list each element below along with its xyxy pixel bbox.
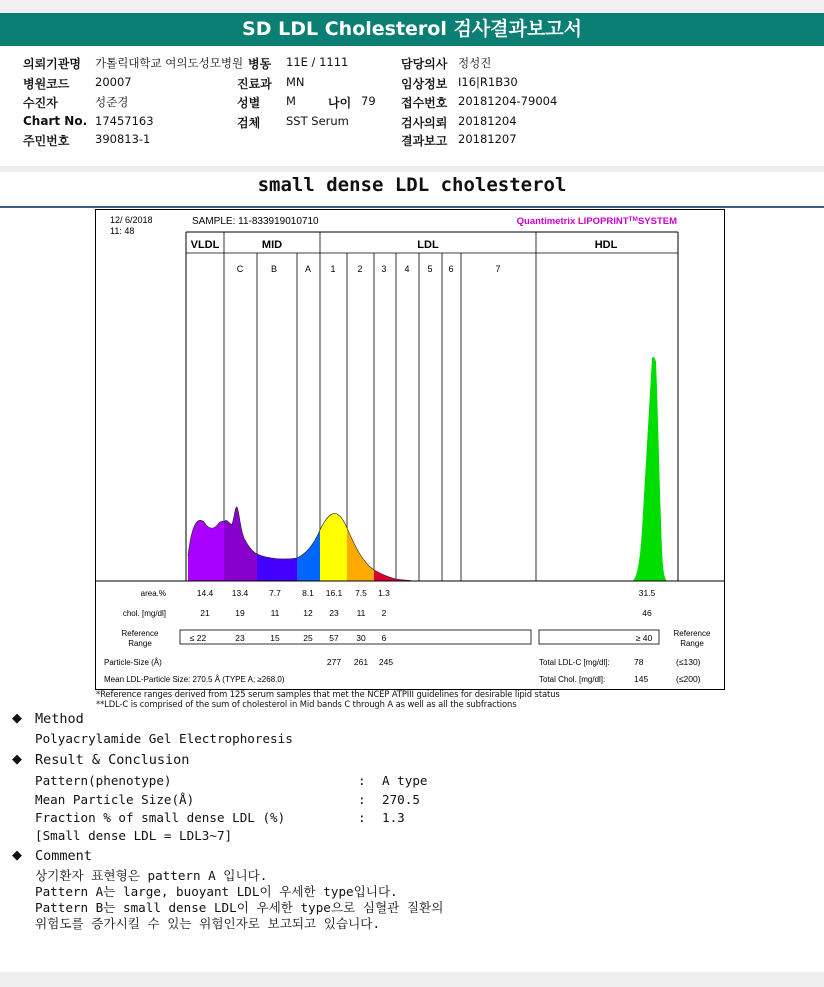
chol-row xyxy=(200,608,652,618)
area-ldl2: 7.5 xyxy=(355,588,367,598)
result-bullet-icon: ◆ xyxy=(12,752,22,767)
band-b: B xyxy=(270,264,278,274)
lipoprint-report xyxy=(95,209,725,690)
report-title: SD LDL Cholesterol 검사결과보고서 xyxy=(0,13,824,46)
value-patient: 성준경 xyxy=(95,95,129,109)
particle-ldl1: 277 xyxy=(326,657,342,667)
ref-ldl2: 30 xyxy=(356,633,366,643)
bottom-strip xyxy=(0,972,824,987)
ref-c: 23 xyxy=(235,633,245,643)
total-chol-label: Total Chol. [mg/dl]: xyxy=(539,675,606,684)
area-a: 8.1 xyxy=(302,588,314,598)
label-resident-no: 주민번호 xyxy=(23,134,70,148)
result-pattern-label: Pattern(phenotype) xyxy=(35,773,172,788)
method-text: Polyacrylamide Gel Electrophoresis xyxy=(35,731,293,746)
comment-line-2: Pattern A는 large, buoyant LDL이 우세한 type입니다. xyxy=(35,884,398,899)
group-vldl: VLDL xyxy=(190,239,220,251)
group-hdl: HDL xyxy=(594,239,618,251)
vldl-peak xyxy=(188,520,224,581)
chol-label: chol. [mg/dl] xyxy=(122,609,166,618)
mid-c-peak xyxy=(224,507,257,581)
report-time: 11: 48 xyxy=(110,226,135,236)
value-doctor: 정성진 xyxy=(458,56,492,70)
mid-b-peak xyxy=(257,554,297,581)
particle-ldl3: 245 xyxy=(378,657,394,667)
ref-vldl: ≤ 22 xyxy=(189,633,207,643)
label-chart-no: Chart No. xyxy=(23,114,88,128)
label-doctor: 담당의사 xyxy=(401,57,448,71)
band-c: C xyxy=(236,264,244,274)
area-vldl: 14.4 xyxy=(196,588,214,598)
comment-line-4: 위험도를 증가시킬 수 있는 위험인자로 보고되고 있습니다. xyxy=(35,916,381,931)
comment-line-1: 상기환자 표현형은 pattern A 입니다. xyxy=(35,868,268,883)
ref-b: 15 xyxy=(270,633,280,643)
sample-id: SAMPLE: 11-833919010710 xyxy=(192,216,319,227)
total-ldl-ref: (≤130) xyxy=(676,657,701,667)
area-hdl: 31.5 xyxy=(638,588,656,598)
section-title: small dense LDL cholesterol xyxy=(257,174,567,196)
comment-line-3: Pattern B는 small dense LDL이 우세한 type으로 심혈관 질환의 xyxy=(35,900,444,915)
band-7: 7 xyxy=(495,264,501,274)
total-ldl-value: 78 xyxy=(634,657,644,667)
chol-ldl3: 2 xyxy=(381,608,387,618)
band-6: 6 xyxy=(448,264,454,274)
group-ldl: LDL xyxy=(417,239,439,251)
label-ward: 병동 xyxy=(248,57,272,71)
result-size-label: Mean Particle Size(Å) xyxy=(35,792,195,807)
result-fraction-value: 1.3 xyxy=(382,810,405,825)
ldl-2-peak xyxy=(347,528,374,581)
total-chol-value: 145 xyxy=(634,674,649,684)
label-age: 나이 xyxy=(328,96,352,110)
label-patient: 수진자 xyxy=(23,96,58,110)
densitometry-curve xyxy=(188,357,667,581)
value-report-date: 20181207 xyxy=(458,132,517,146)
result-fraction-label: Fraction % of small dense LDL (%) xyxy=(35,810,286,825)
label-receipt-no: 접수번호 xyxy=(401,96,448,110)
group-mid: MID xyxy=(261,239,283,251)
label-report-date: 결과보고 xyxy=(401,134,448,148)
ref-hdl: ≥ 40 xyxy=(635,633,653,643)
footnote-reference: *Reference ranges derived from 125 serum samples that met the NCEP ATPIII guidelines for desirable lipid status xyxy=(96,689,560,699)
ref-label-right-2: Range xyxy=(680,639,704,648)
chol-b: 11 xyxy=(270,608,280,618)
value-ward: 11E / 1111 xyxy=(286,55,349,69)
chol-c: 19 xyxy=(235,608,245,618)
result-heading: Result & Conclusion xyxy=(35,752,190,768)
patient-info xyxy=(0,46,824,166)
value-resident-no: 390813-1 xyxy=(95,132,151,146)
label-department: 진료과 xyxy=(237,77,272,91)
comment-bullet-icon: ◆ xyxy=(12,848,22,863)
area-b: 7.7 xyxy=(269,588,281,598)
method-heading: Method xyxy=(35,711,84,727)
label-hospital-code: 병원코드 xyxy=(23,77,70,91)
label-request-date: 검사의뢰 xyxy=(401,116,448,130)
result-size-value: 270.5 xyxy=(382,792,420,807)
band-dividers xyxy=(224,232,536,581)
result-pattern-colon: : xyxy=(358,773,366,788)
value-receipt-no: 20181204-79004 xyxy=(458,94,558,108)
hdl-peak xyxy=(632,357,667,581)
label-specimen: 검체 xyxy=(237,116,261,130)
band-5: 5 xyxy=(427,264,433,274)
area-row xyxy=(197,588,656,598)
value-sex: M xyxy=(286,94,296,108)
chol-hdl: 46 xyxy=(642,608,652,618)
area-ldl3: 1.3 xyxy=(378,588,390,598)
chol-a: 12 xyxy=(303,608,313,618)
chol-ldl1: 23 xyxy=(329,608,339,618)
mean-particle-size: Mean LDL-Particle Size: 270.5 Å (TYPE A; ≥268.0) xyxy=(104,675,285,684)
label-sex: 성별 xyxy=(237,96,261,110)
section-separator xyxy=(0,166,824,172)
value-institution: 가톨릭대학교 여의도성모병원 xyxy=(95,56,244,70)
ref-label-1: Reference xyxy=(121,629,159,638)
label-institution: 의뢰기관명 xyxy=(23,57,81,71)
ldl-1-peak xyxy=(320,514,347,581)
value-department: MN xyxy=(286,75,305,89)
comment-heading: Comment xyxy=(35,848,92,864)
ref-label-2: Range xyxy=(128,639,152,648)
ref-a: 25 xyxy=(303,633,313,643)
top-strip xyxy=(0,0,824,13)
chol-ldl2: 11 xyxy=(356,608,366,618)
value-clinical-info: I16|R1B30 xyxy=(458,75,518,89)
area-c: 13.4 xyxy=(231,588,249,598)
result-pattern-value: A type xyxy=(382,773,428,788)
report-date: 12/ 6/2018 xyxy=(110,215,153,225)
method-bullet-icon: ◆ xyxy=(12,711,22,726)
value-chart-no: 17457163 xyxy=(95,114,154,128)
band-2: 2 xyxy=(357,264,363,274)
section-title-underline xyxy=(0,206,824,208)
total-ldl-label: Total LDL-C [mg/dl]: xyxy=(539,658,610,667)
result-fraction-colon: : xyxy=(358,810,366,825)
particle-size-row xyxy=(327,657,393,667)
ref-label-right-1: Reference xyxy=(673,629,711,638)
result-note: [Small dense LDL = LDL3~7] xyxy=(35,828,233,843)
label-clinical-info: 임상정보 xyxy=(401,77,448,91)
ref-ldl1: 57 xyxy=(329,633,339,643)
area-ldl1: 16.1 xyxy=(325,588,343,598)
value-hospital-code: 20007 xyxy=(95,75,132,89)
particle-size-label: Particle-Size (Å) xyxy=(104,658,162,667)
band-4: 4 xyxy=(404,264,410,274)
band-3: 3 xyxy=(381,264,387,274)
total-chol-ref: (≤200) xyxy=(676,674,701,684)
value-request-date: 20181204 xyxy=(458,114,517,128)
chol-vldl: 21 xyxy=(200,608,210,618)
value-specimen: SST Serum xyxy=(286,114,349,128)
ref-row xyxy=(190,633,653,643)
footnote-ldl: **LDL-C is comprised of the sum of cholesterol in Mid bands C through A as well as all the subfractions xyxy=(96,699,517,709)
result-size-colon: : xyxy=(358,792,366,807)
area-label: area.% xyxy=(140,589,166,598)
brand-name: Quantimetrix LIPOPRINT™SYSTEM xyxy=(516,216,677,227)
ref-ldl3: 6 xyxy=(381,633,387,643)
band-a: A xyxy=(304,264,312,274)
particle-ldl2: 261 xyxy=(353,657,369,667)
band-1: 1 xyxy=(330,264,336,274)
value-age: 79 xyxy=(361,94,376,108)
